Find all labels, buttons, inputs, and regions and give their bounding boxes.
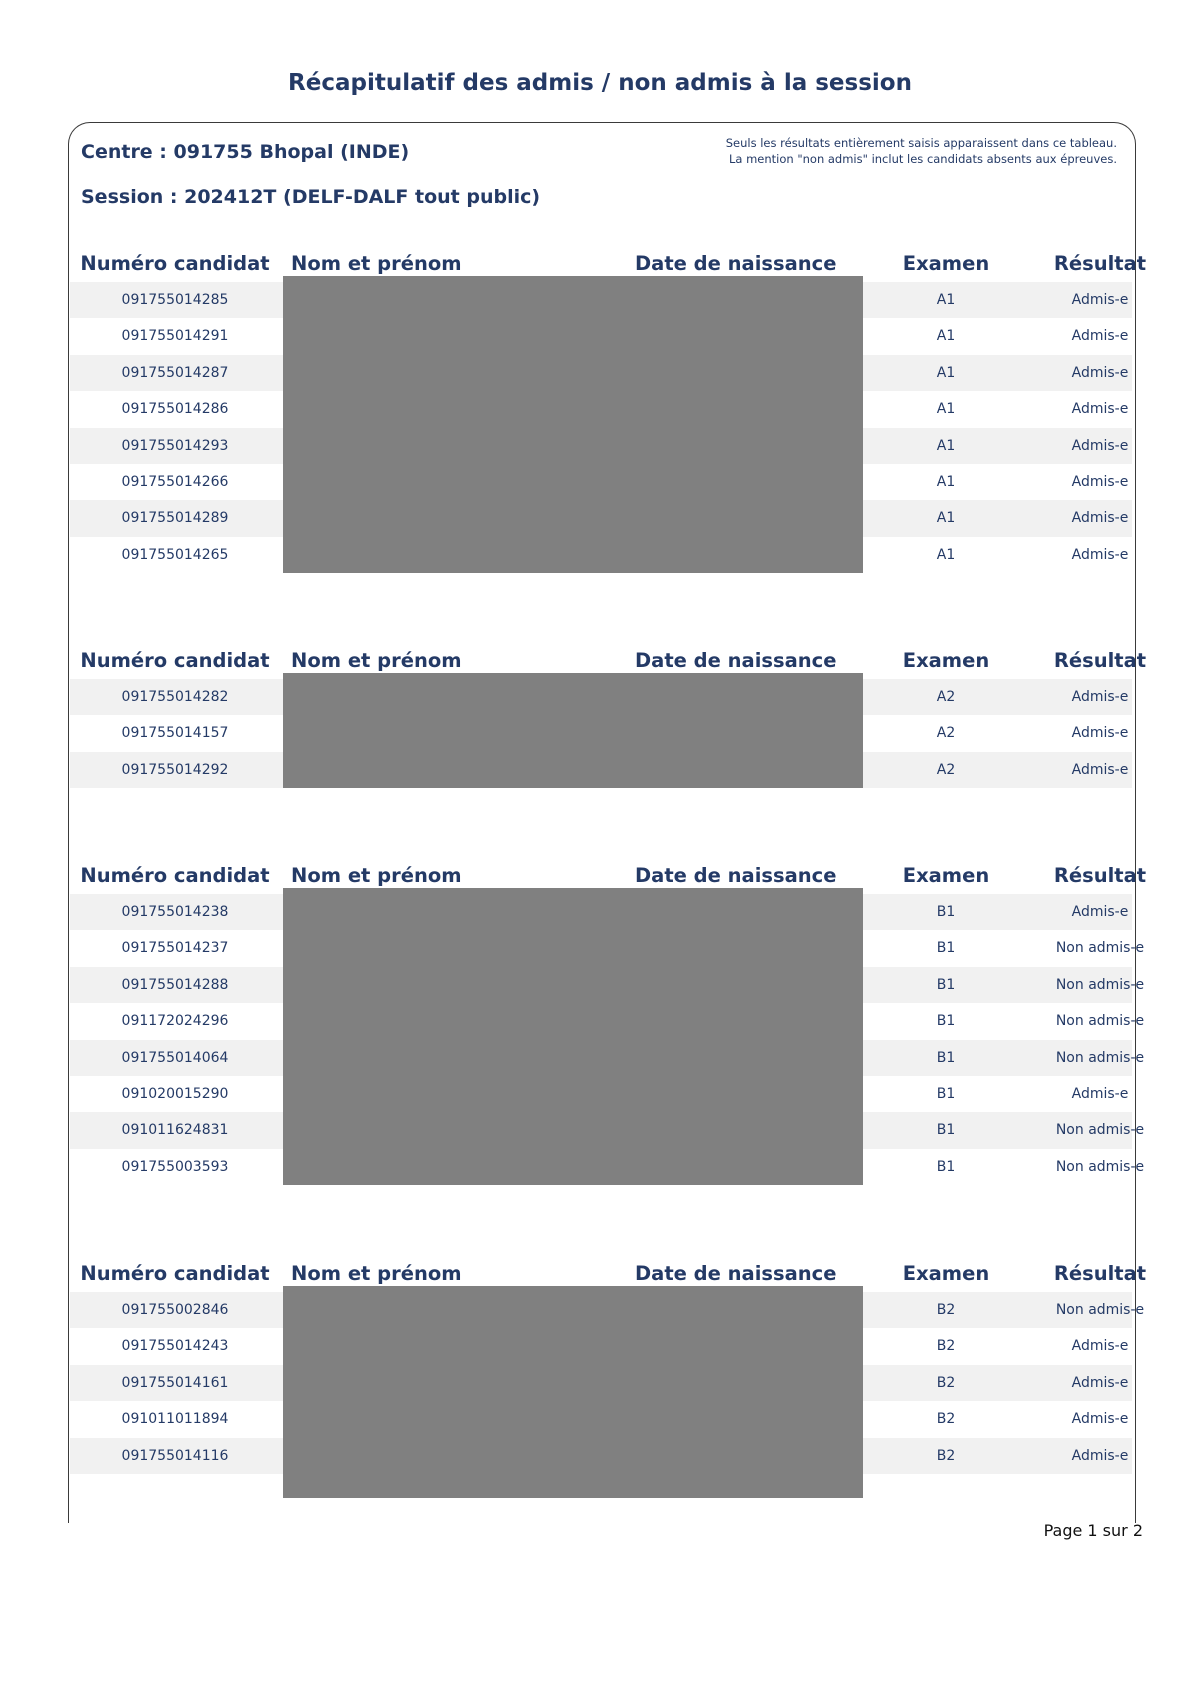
candidate-number: 091755014293 — [121, 437, 229, 454]
header-resultat: Résultat — [1053, 1262, 1147, 1285]
candidate-number: 091755002846 — [121, 1302, 229, 1318]
candidate-number: 091755014292 — [121, 761, 229, 778]
exam-level: B1 — [936, 976, 956, 993]
exam-level: B2 — [936, 1302, 956, 1318]
exam-level: A2 — [936, 761, 956, 778]
result-status: Non admis-e — [1055, 1158, 1145, 1175]
header-date-naissance: Date de naissance — [635, 649, 837, 672]
exam-level: A1 — [936, 510, 956, 527]
note-line-2: La mention "non admis" inclut les candidats absents aux épreuves. — [728, 152, 1117, 166]
exam-level: B1 — [936, 940, 956, 957]
exam-level: B1 — [936, 904, 956, 920]
exam-level: A1 — [936, 473, 956, 490]
exam-level: A2 — [936, 725, 956, 742]
header-nom-prenom: Nom et prénom — [291, 864, 462, 887]
candidate-number: 091172024296 — [121, 1013, 229, 1030]
header-nom-prenom: Nom et prénom — [291, 649, 462, 672]
result-status: Admis-e — [1071, 1411, 1129, 1428]
session-label: Session : 202412T (DELF-DALF tout public) — [81, 186, 541, 208]
redacted-names-dates — [283, 276, 863, 573]
result-status: Non admis-e — [1055, 940, 1145, 957]
exam-level: A1 — [936, 401, 956, 418]
candidate-number: 091755014285 — [121, 292, 229, 308]
exam-level: A1 — [936, 364, 956, 381]
exam-level: B2 — [936, 1447, 956, 1464]
results-table — [70, 639, 1147, 788]
result-status: Admis-e — [1071, 725, 1129, 742]
result-status: Non admis-e — [1055, 1049, 1145, 1066]
header-nom-prenom: Nom et prénom — [291, 252, 462, 275]
header-nom-prenom: Nom et prénom — [291, 1262, 462, 1285]
results-table — [70, 854, 1147, 1185]
note-line-1: Seuls les résultats entièrement saisis apparaissent dans ce tableau. — [725, 136, 1117, 150]
exam-level: A1 — [936, 292, 956, 308]
result-status: Admis-e — [1071, 510, 1129, 527]
header-examen: Examen — [902, 1262, 990, 1285]
candidate-number: 091755014287 — [121, 364, 229, 381]
result-status: Admis-e — [1071, 473, 1129, 490]
centre-label: Centre : 091755 Bhopal (INDE) — [81, 141, 410, 163]
results-table — [70, 1252, 1147, 1474]
results-note — [726, 135, 1117, 167]
candidate-number: 091755014289 — [121, 510, 229, 527]
result-status: Non admis-e — [1055, 1013, 1145, 1030]
exam-level: B1 — [936, 1013, 956, 1030]
candidate-number: 091755014237 — [121, 940, 229, 957]
header-resultat: Résultat — [1053, 649, 1147, 672]
exam-level: B1 — [936, 1122, 956, 1139]
candidate-number: 091755014282 — [121, 689, 229, 705]
header-examen: Examen — [902, 252, 990, 275]
result-status: Non admis-e — [1055, 1302, 1145, 1318]
candidate-number: 091755014286 — [121, 401, 229, 418]
header-date-naissance: Date de naissance — [635, 252, 837, 275]
result-status: Admis-e — [1071, 292, 1129, 308]
exam-level: A1 — [936, 328, 956, 345]
header-resultat: Résultat — [1053, 252, 1147, 275]
result-status: Admis-e — [1071, 328, 1129, 345]
result-status: Admis-e — [1071, 437, 1129, 454]
result-status: Admis-e — [1071, 689, 1129, 705]
result-status: Admis-e — [1071, 364, 1129, 381]
redacted-names-dates — [283, 1286, 863, 1498]
header-numero-candidat: Numéro candidat — [80, 864, 270, 887]
candidate-number: 091755003593 — [121, 1158, 229, 1175]
result-status: Admis-e — [1071, 546, 1129, 563]
exam-level: B1 — [936, 1049, 956, 1066]
result-status: Admis-e — [1071, 761, 1129, 778]
candidate-number: 091755014265 — [121, 546, 229, 563]
header-resultat: Résultat — [1053, 864, 1147, 887]
candidate-number: 091011011894 — [121, 1411, 229, 1428]
redacted-names-dates — [283, 888, 863, 1185]
results-table — [70, 242, 1147, 573]
candidate-number: 091755014064 — [121, 1049, 229, 1066]
exam-level: A2 — [936, 689, 956, 705]
candidate-number: 091020015290 — [121, 1085, 229, 1102]
result-status: Admis-e — [1071, 1085, 1129, 1102]
redacted-names-dates — [283, 673, 863, 788]
exam-level: B2 — [936, 1338, 956, 1355]
result-status: Admis-e — [1071, 401, 1129, 418]
result-status: Admis-e — [1071, 1338, 1129, 1355]
exam-level: B1 — [936, 1085, 956, 1102]
candidate-number: 091755014238 — [121, 904, 229, 920]
header-date-naissance: Date de naissance — [635, 1262, 837, 1285]
exam-level: B2 — [936, 1411, 956, 1428]
header-numero-candidat: Numéro candidat — [80, 252, 270, 275]
page-number: Page 1 sur 2 — [1043, 1521, 1143, 1540]
exam-level: B1 — [936, 1158, 956, 1175]
candidate-number: 091755014116 — [121, 1447, 229, 1464]
result-status: Admis-e — [1071, 1447, 1129, 1464]
candidate-number: 091755014157 — [121, 725, 229, 742]
candidate-number: 091755014161 — [121, 1374, 229, 1391]
header-numero-candidat: Numéro candidat — [80, 1262, 270, 1285]
header-examen: Examen — [902, 864, 990, 887]
candidate-number: 091755014243 — [121, 1338, 229, 1355]
exam-level: A1 — [936, 437, 956, 454]
result-status: Non admis-e — [1055, 1122, 1145, 1139]
exam-level: A1 — [936, 546, 956, 563]
result-status: Non admis-e — [1055, 976, 1145, 993]
header-date-naissance: Date de naissance — [635, 864, 837, 887]
candidate-number: 091755014291 — [121, 328, 229, 345]
header-numero-candidat: Numéro candidat — [80, 649, 270, 672]
result-status: Admis-e — [1071, 1374, 1129, 1391]
candidate-number: 091011624831 — [121, 1122, 229, 1139]
candidate-number: 091755014266 — [121, 473, 229, 490]
candidate-number: 091755014288 — [121, 976, 229, 993]
result-status: Admis-e — [1071, 904, 1129, 920]
header-examen: Examen — [902, 649, 990, 672]
exam-level: B2 — [936, 1374, 956, 1391]
page-title: Récapitulatif des admis / non admis à la session — [288, 70, 912, 96]
